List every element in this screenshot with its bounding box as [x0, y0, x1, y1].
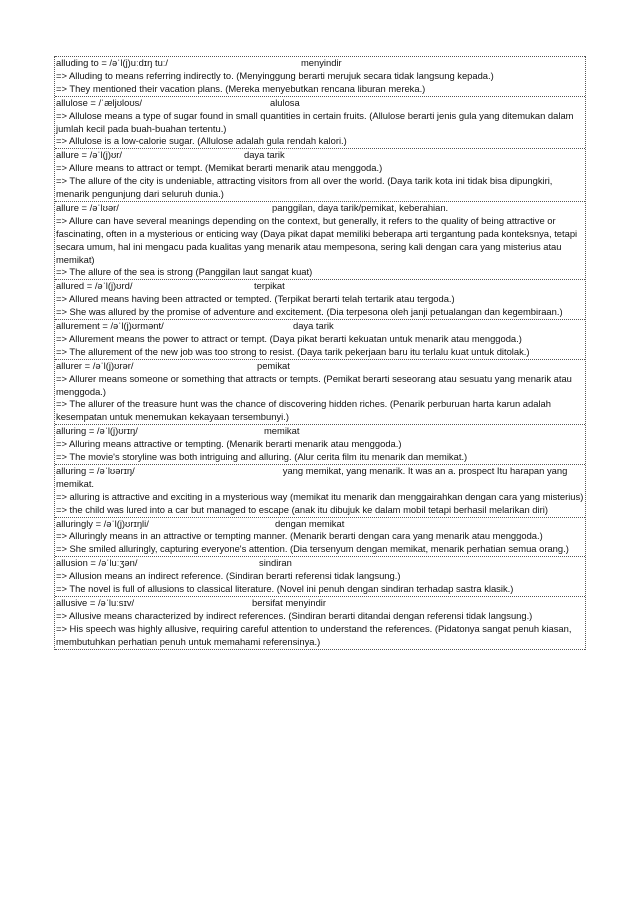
entry-meaning: panggilan, daya tarik/pemikat, keberahian.	[272, 201, 449, 213]
glossary-entry	[55, 596, 585, 650]
entry-example-line: => alluring is attractive and exciting in a mysterious way (memikat itu menarik dan menggairahkan dengan cara yang misterius)	[56, 490, 584, 502]
entry-heading-line	[56, 518, 585, 531]
entry-heading-line	[56, 597, 585, 610]
glossary-entry	[55, 279, 585, 319]
entry-headword: allure = /əˈl(j)ʊr/	[56, 149, 123, 161]
entry-heading-line	[56, 425, 585, 438]
glossary-entry	[55, 96, 585, 149]
entry-example-line: => She smiled alluringly, capturing everyone's attention. (Dia tersenyum dengan memikat, menarik perhatian semua orang.)	[56, 543, 569, 555]
glossary-entry	[55, 359, 585, 425]
entry-example-line: => Alluding to means referring indirectly to. (Menyinggung berarti merujuk secara tidak langsung kepada.)	[56, 69, 494, 81]
glossary-entry	[55, 517, 585, 557]
entry-heading-line	[56, 149, 585, 162]
glossary-entry	[55, 556, 585, 596]
entry-example-line: => The allure of the city is undeniable, attracting visitors from all over the world. (Daya tarik kota ini tidak bisa dipungkiri, menarik pengunjung dari seluruh dunia.)	[56, 175, 553, 200]
entry-example-line: => Allure can have several meanings depending on the context, but generally, it refers to the quality of being attractive or fascinating, often in a mysterious or enticing way (Daya pikat dapat memiliki beberapa arti tergantung pada konteksnya, tetapi secara umum, hal ini mengacu pada kualitas yang menarik atau mempesona, sering kali dengan cara yang misterius atau memikat)	[56, 214, 578, 265]
entry-headword: allusion = /əˈluːʒən/	[56, 557, 138, 569]
entry-meaning: memikat	[264, 425, 300, 437]
entry-meaning: daya tarik	[293, 320, 334, 332]
entry-headword: allusive = /əˈluːsɪv/	[56, 597, 135, 608]
entry-example-line: => The movie's storyline was both intriguing and alluring. (Alur cerita film itu menarik dan memikat.)	[56, 451, 468, 463]
entry-meaning: pemikat	[257, 359, 290, 371]
entry-example-line: => Allurer means someone or something that attracts or tempts. (Pemikat berarti seseorang atau sesuatu yang menarik atau menggoda.)	[56, 372, 572, 397]
entry-headword: allulose = /ˈæljʊloʊs/	[56, 96, 142, 108]
entry-heading-line	[56, 97, 585, 110]
entry-headword: alluding to = /əˈl(j)uːdɪŋ tuː/	[56, 57, 168, 68]
entry-heading-line	[56, 360, 585, 373]
entry-meaning: daya tarik	[244, 149, 285, 161]
entry-headword: alluringly = /əˈl(j)ʊrɪŋli/	[56, 517, 149, 529]
entry-example-line: => Allulose means a type of sugar found in small quantities in certain fruits. (Allulose berarti jenis gula yang ditemukan dalam jumlah kecil pada buah-buahan tertentu.)	[56, 109, 574, 134]
glossary-entry	[55, 424, 585, 464]
glossary-entry	[55, 56, 585, 96]
entry-example-line: => They mentioned their vacation plans. (Mereka menyebutkan rencana liburan mereka.)	[56, 82, 426, 94]
entry-example-line: => Allulose is a low-calorie sugar. (Allulose adalah gula rendah kalori.)	[56, 135, 347, 147]
entry-example-line: => Allurement means the power to attract or tempt. (Daya pikat berarti kekuatan untuk menarik atau menggoda.)	[56, 332, 522, 344]
entry-meaning: bersifat menyindir	[252, 597, 326, 608]
entry-heading-line	[56, 57, 585, 70]
glossary-entry	[55, 464, 585, 517]
entry-example-line: => Allure means to attract or tempt. (Memikat berarti menarik atau menggoda.)	[56, 162, 383, 174]
entry-meaning: dengan memikat	[275, 517, 345, 529]
entry-headword: allured = /əˈl(j)ʊrd/	[56, 280, 133, 292]
entry-heading-line	[56, 465, 585, 491]
entry-heading-line	[56, 202, 585, 215]
entry-example-line: => Allusion means an indirect reference. (Sindiran berarti referensi tidak langsung.)	[56, 570, 401, 582]
entry-headword: alluring = /əˈlʊərɪŋ/	[56, 464, 135, 476]
entry-example-line: => Alluring means attractive or tempting. (Menarik berarti menarik atau menggoda.)	[56, 438, 402, 450]
entry-example-line: => His speech was highly allusive, requiring careful attention to understand the references. (Pidatonya sangat penuh kiasan, membutuhkan perhatian penuh untuk memahami referensinya.)	[56, 622, 572, 647]
entry-example-line: => The novel is full of allusions to classical literature. (Novel ini penuh dengan sindiran terhadap sastra klasik.)	[56, 583, 514, 595]
entry-example-line: => Alluringly means in an attractive or tempting manner. (Menarik berarti dengan cara yang menarik atau menggoda.)	[56, 530, 543, 542]
entry-meaning: sindiran	[259, 557, 292, 569]
entry-meaning: terpikat	[254, 280, 285, 292]
glossary-document	[54, 56, 586, 650]
glossary-entry	[55, 201, 585, 279]
entry-heading-line	[56, 280, 585, 293]
entry-example-line: => The allurement of the new job was too strong to resist. (Daya tarik pekerjaan baru itu terlalu kuat untuk ditolak.)	[56, 345, 530, 357]
entry-example-line: => Allured means having been attracted or tempted. (Terpikat berarti telah tertarik atau tergoda.)	[56, 293, 455, 305]
entry-headword: allurement = /əˈl(j)ʊrmənt/	[56, 320, 164, 332]
entry-example-line: => the child was lured into a car but managed to escape (anak itu dibujuk ke dalam mobil tetapi berhasil melarikan diri)	[56, 503, 548, 515]
entry-example-line: => The allure of the sea is strong (Panggilan laut sangat kuat)	[56, 266, 313, 278]
entry-headword: allure = /əˈlʊər/	[56, 201, 119, 213]
entry-example-line: => The allurer of the treasure hunt was the chance of discovering hidden riches. (Penarik perburuan harta karun adalah kesempatan untuk menemukan kekayaan tersembunyi.)	[56, 398, 551, 423]
entry-example-line: => She was allured by the promise of adventure and excitement. (Dia terpesona oleh janji petualangan dan kegembiraan.)	[56, 306, 563, 318]
entry-headword: alluring = /əˈl(j)ʊrɪŋ/	[56, 425, 138, 437]
entry-example-line: => Allusive means characterized by indirect references. (Sindiran berarti ditandai dengan referensi tidak langsung.)	[56, 609, 533, 621]
entry-heading-line	[56, 557, 585, 570]
glossary-entry	[55, 148, 585, 201]
entry-headword: allurer = /əˈl(j)ʊrər/	[56, 359, 134, 371]
entry-meaning: yang memikat, yang menarik. It was an a. prospect Itu harapan yang memikat.	[56, 464, 568, 489]
entry-meaning: alulosa	[270, 96, 300, 108]
glossary-entry	[55, 319, 585, 359]
entry-heading-line	[56, 320, 585, 333]
entry-meaning: menyindir	[301, 57, 342, 68]
